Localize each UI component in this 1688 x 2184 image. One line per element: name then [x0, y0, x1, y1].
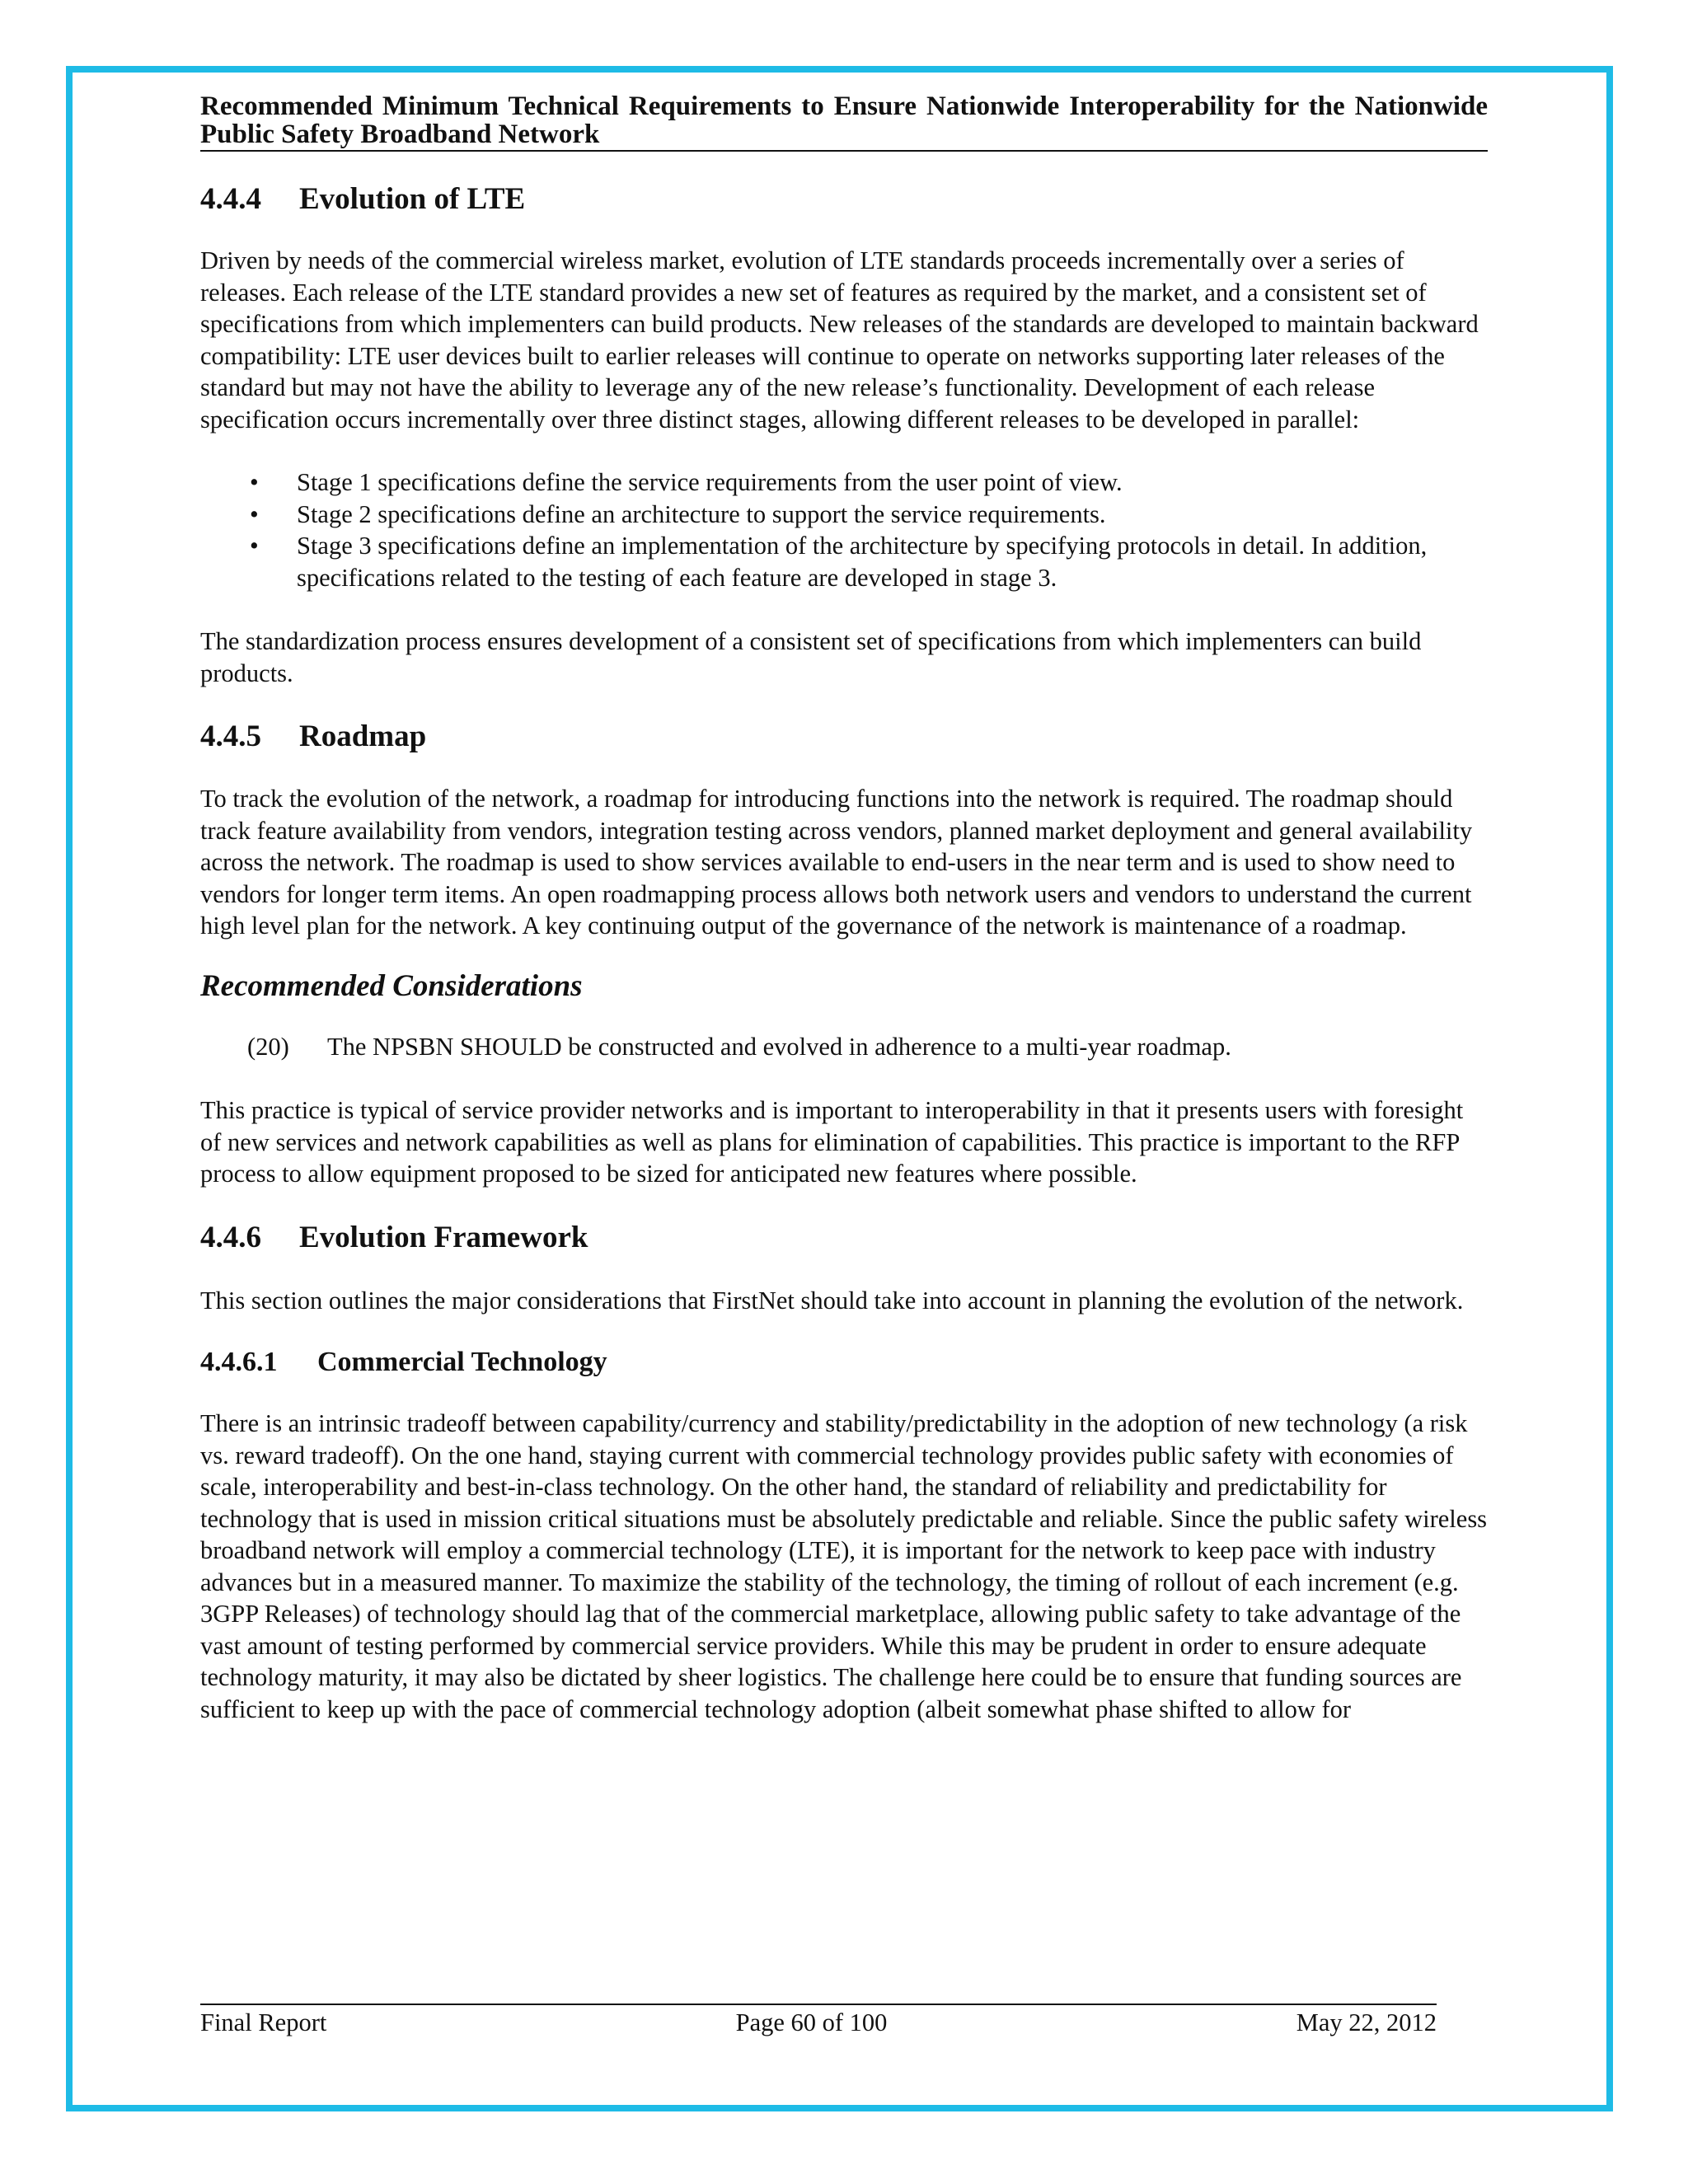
footer-date: May 22, 2012: [1296, 2008, 1437, 2036]
bullet-icon: •: [250, 499, 259, 528]
paragraph: Driven by needs of the commercial wireless market, evolution of LTE standards proceeds incrementally over a series of releases. Each release of the LTE standard provides a new set of features as required by the market, and a consistent set of specifications from which implementers can build products. New releases of the standards are developed to maintain backward compatibility: LTE user devices built to earlier releases will continue to operate on networks supporting later releases of the standard but may not have the ability to leverage any of the new release’s functionality. Development of each release specification occurs incrementally over three distinct stages, allowing different releases to be developed in parallel:: [200, 246, 1479, 434]
footer-page-number: Page 60 of 100: [735, 2008, 888, 2036]
bullet-icon: •: [250, 468, 259, 496]
section-title: Evolution of LTE: [299, 182, 526, 216]
list-item: • Stage 1 specifications define the service requirements from the user point of view.: [200, 466, 1488, 499]
section-heading-4-4-4: [200, 181, 1488, 218]
recommendation-item: [200, 1031, 1488, 1063]
paragraph: There is an intrinsic tradeoff between capability/currency and stability/predictability in the adoption of new technology (a risk vs. reward tradeoff). On the one hand, staying current with commercial technology provides public safety with economies of scale, interoperability and best-in-class technology. On the other hand, the standard of reliability and predictability for technology that is used in mission critical situations must be absolutely predictable and reliable. Since the public safety wireless broadband network will employ a commercial technology (LTE), it is important for the network to keep pace with industry advances but in a measured manner. To maximize the stability of the technology, the timing of rollout of each increment (e.g. 3GPP Releases) of technology should lag that of the commercial marketplace, allowing public safety to take advantage of the vast amount of testing performed by commercial service providers. While this may be prudent in order to ensure adequate technology maturity, it may also be dictated by sheer logistics. The challenge here could be to ensure that funding sources are sufficient to keep up with the pace of commercial technology adoption (albeit somewhat phase shifted to allow for: [200, 1409, 1488, 1723]
list-item: • Stage 3 specifications define an implementation of the architecture by specifying protocols in detail. In addition, specifications related to the testing of each feature are developed in stage 3.: [250, 532, 1428, 592]
page-footer: [200, 2004, 1437, 2038]
section-title: Commercial Technology: [317, 1347, 607, 1377]
section-number: 4.4.6: [200, 1220, 261, 1254]
page-content: [200, 92, 1488, 1725]
section-title: Roadmap: [299, 719, 427, 753]
paragraph: To track the evolution of the network, a roadmap for introducing functions into the network is required. The roadmap should track feature availability from vendors, integration testing across vendors, planned market deployment and general availability across the network. The roadmap is used to show services available to end-users in the near term and is used to show need to vendors for longer term items. An open roadmapping process allows both network users and vendors to understand the current high level plan for the network. A key continuing output of the governance of the network is maintenance of a roadmap.: [200, 785, 1473, 940]
recommended-considerations-heading: Recommended Considerations: [200, 968, 583, 1003]
section-heading-4-4-5: [200, 719, 1488, 755]
section-number: 4.4.5: [200, 719, 261, 753]
bullet-icon: •: [250, 532, 259, 560]
section-number: 4.4.6.1: [200, 1347, 278, 1377]
footer-left: Final Report: [200, 2008, 327, 2036]
running-header: Recommended Minimum Technical Requirements to Ensure Nationwide Interoperability for the Nationwide Public Safety Broadband Network: [200, 92, 1488, 152]
paragraph: This section outlines the major considerations that FirstNet should take into account in planning the evolution of the network.: [200, 1286, 1464, 1315]
recommendation-number: (20): [247, 1032, 289, 1061]
subsection-heading-4-4-6-1: [200, 1346, 1488, 1379]
bullet-list: [200, 466, 1488, 593]
list-item: • Stage 2 specifications define an architecture to support the service requirements.: [200, 499, 1488, 531]
paragraph: The standardization process ensures development of a consistent set of specifications from which implementers can build products.: [200, 627, 1422, 687]
section-number: 4.4.4: [200, 182, 261, 216]
section-heading-4-4-6: [200, 1220, 1488, 1256]
paragraph: This practice is typical of service provider networks and is important to interoperability in that it presents users with foresight of new services and network capabilities as well as plans for elimination of capabilities. This practice is important to the RFP process to allow equipment proposed to be sized for anticipated new features where possible.: [200, 1096, 1464, 1188]
recommendation-text: The NPSBN SHOULD be constructed and evolved in adherence to a multi-year roadmap.: [327, 1032, 1231, 1061]
section-title: Evolution Framework: [299, 1220, 588, 1254]
